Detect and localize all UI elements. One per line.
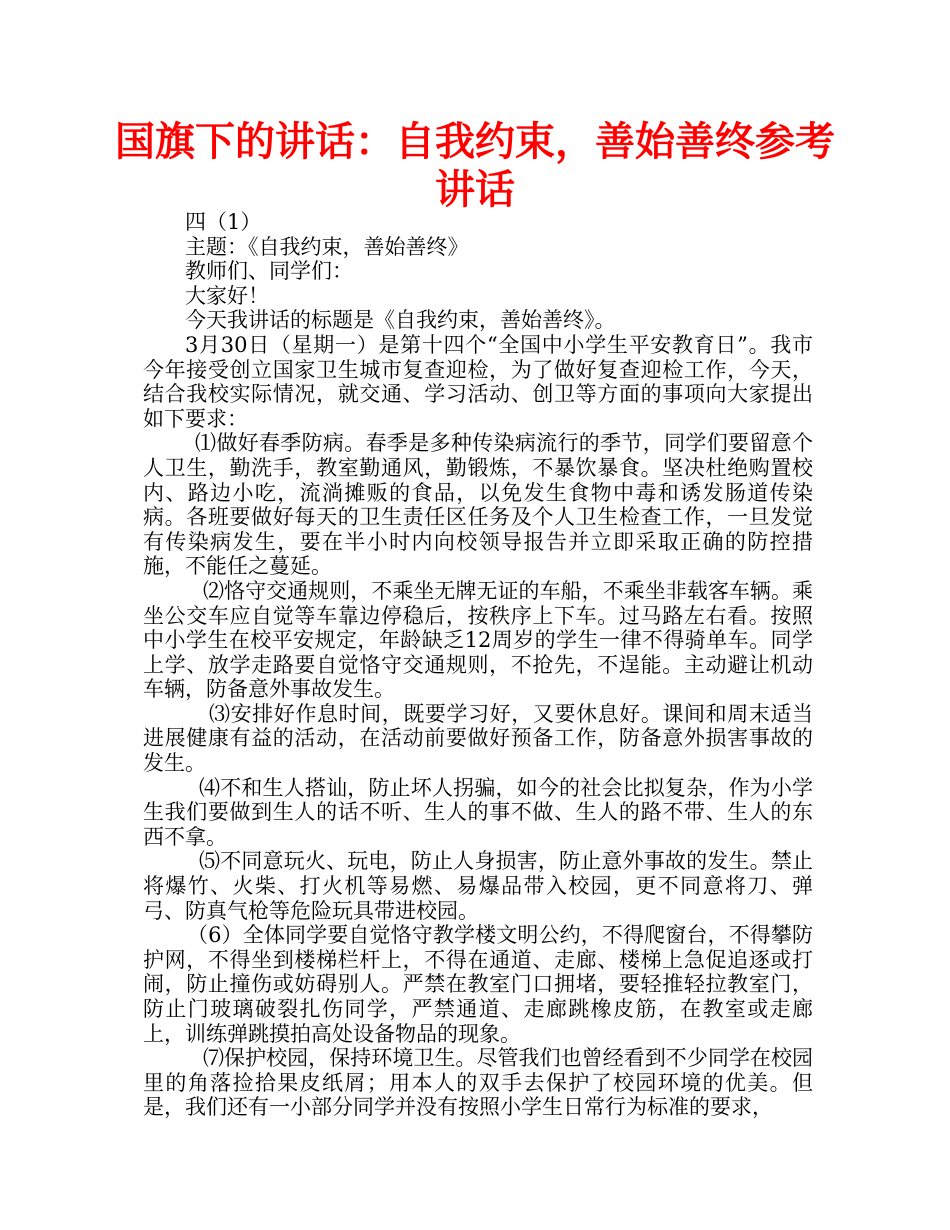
document-title: 国旗下的讲话：自我约束，善始善终参考讲话 [115, 119, 835, 213]
paragraph-item-7: ⑺保护校园，保持环境卫生。尽管我们也曾经看到不少同学在校园里的角落捡拾果皮纸屑；用本人的双手去保护了校园环境的优美。但是，我们还有一小部分同学并没有按照小学生日常行为标准的要求， [143, 1046, 813, 1120]
paragraph-item-5: ⑸不同意玩火、玩电，防止人身损害，防止意外事故的发生。禁止将爆竹、火柴、打火机等易燃、易爆品带入校园，更不同意将刀、弹弓、防真气枪等危险玩具带进校园。 [143, 849, 813, 923]
paragraph-hello: 大家好！ [185, 283, 269, 308]
paragraph-topic: 今天我讲话的标题是《自我约束，善始善终》。 [185, 308, 616, 333]
paragraph-item-3: ⑶安排好作息时间，既要学习好，又要休息好。课间和周末适当进展健康有益的活动，在活动前要做好预备工作，防备意外损害事故的发生。 [143, 701, 813, 776]
paragraph-class: 四（1） [185, 210, 262, 234]
paragraph-greeting: 教师们、同学们： [185, 259, 353, 284]
paragraph-item-1: ⑴做好春季防病。春季是多种传染病流行的季节，同学们要留意个人卫生，勤洗手，教室勤通风，勤锻炼，不暴饮暴食。坚决杜绝购置校内、路边小吃，流淌摊贩的食品，以免发生食物中毒和诱发肠道传染病。各班要做好每天的卫生责任区任务及个人卫生检查工作，一旦发觉有传染病发生，要在半小时内向校领导报告并立即采取正确的防控措施，不能任之蔓延。 [143, 431, 813, 579]
paragraph-item-4: ⑷不和生人搭讪，防止坏人拐骗，如今的社会比拟复杂，作为小学生我们要做到生人的话不听、生人的事不做、生人的路不带、生人的东西不拿。 [143, 775, 813, 849]
paragraph-item-6: （6）全体同学要自觉恪守教学楼文明公约，不得爬窗台，不得攀防护网，不得坐到楼梯栏杆上，不得在通道、走廊、楼梯上急促追逐或打闹，防止撞伤或妨碍别人。严禁在教室门口拥堵，要轻推轻拉教室门，防止门玻璃破裂扎伤同学，严禁通道、走廊跳橡皮筋，在教室或走廊上，训练弹跳摸拍高处设备物品的现象。 [143, 923, 813, 1046]
paragraph-theme: 主题：《自我约束，善始善终》 [185, 234, 469, 259]
document-body [143, 210, 813, 1120]
paragraph-item-2: ⑵恪守交通规则，不乘坐无牌无证的车船，不乘坐非载客车辆。乘坐公交车应自觉等车靠边停稳后，按秩序上下车。过马路左右看。按照中小学生在校平安规定，年龄缺乏12周岁的学生一律不得骑单车。同学上学、放学走路要自觉恪守交通规则，不抢先，不逞能。主动避让机动车辆，防备意外事故发生。 [143, 578, 813, 702]
paragraph-intro: 3月30日（星期一）是第十四个“全国中小学生平安教育日”。我市今年接受创立国家卫生城市复查迎检，为了做好复查迎检工作，今天，结合我校实际情况，就交通、学习活动、创卫等方面的事项向大家提出如下要求： [143, 332, 813, 431]
